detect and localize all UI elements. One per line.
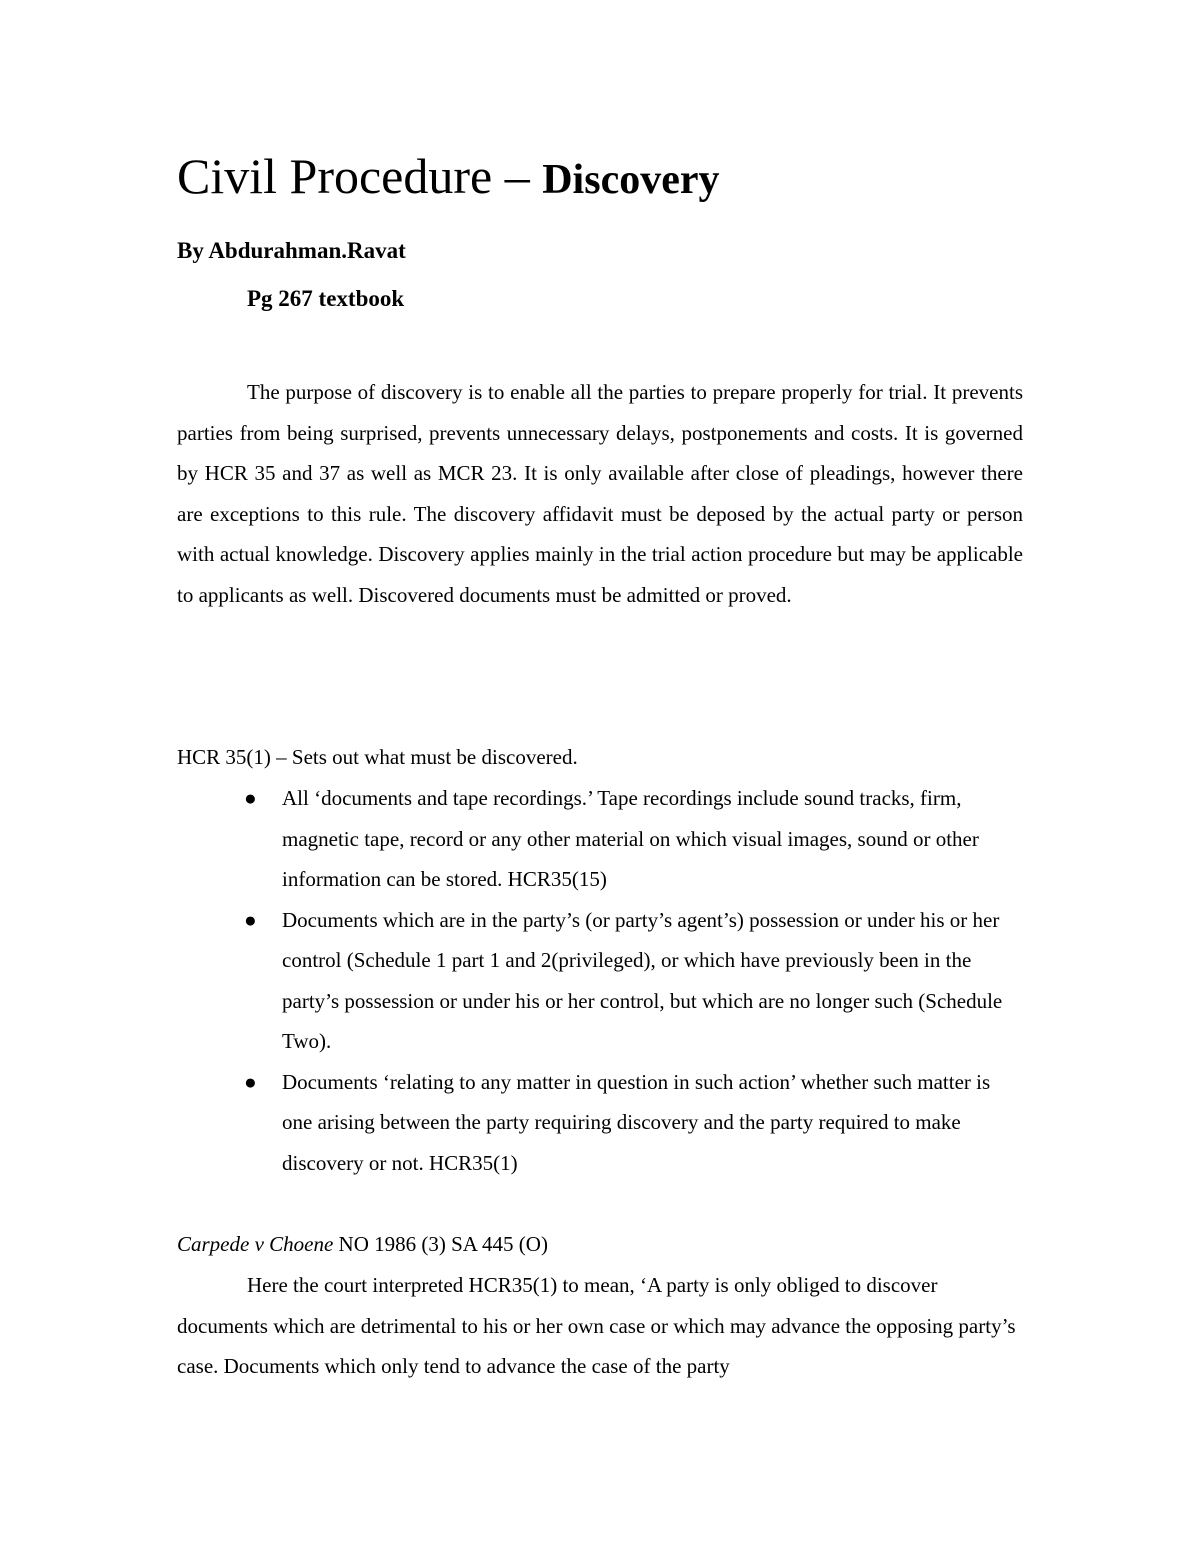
title-sub: Discovery (542, 157, 720, 203)
list-item (244, 900, 1012, 1062)
list-item (244, 1062, 1012, 1184)
list-item-text: Documents which are in the party’s (or party’s agent’s) possession or under his or her control (Schedule 1 part 1 and 2(privileged), or which have previously been in the party’s possession or under his or her control, but which are no longer such (Schedule Two). (282, 907, 1003, 1053)
bullet-icon: ● (244, 786, 257, 810)
case-name: Carpede v Choene (177, 1232, 334, 1256)
list-item (244, 778, 1012, 900)
author-line: By Abdurahman.Ravat (177, 238, 406, 263)
case-citation (177, 1224, 548, 1265)
case-paragraph: Here the court interpreted HCR35(1) to mean, ‘A party is only obliged to discover documents which are detrimental to his or her own case or which may advance the opposing party’s case. Documents which only tend to advance the case of the party (177, 1273, 1016, 1378)
bullet-icon: ● (244, 907, 257, 932)
title-main: Civil Procedure – (177, 148, 543, 204)
list-item-text: Documents ‘relating to any matter in question in such action’ whether such matter is one arising between the party requiring discovery and the party required to make discovery or not. HCR35(1) (282, 1069, 991, 1175)
list-item-text: All ‘documents and tape recordings.’ Tape recordings include sound tracks, firm, magnetic tape, record or any other material on which visual images, sound or other information can be stored. HCR35(15) (282, 786, 979, 891)
case-citation-detail: NO 1986 (3) SA 445 (O) (333, 1232, 548, 1256)
intro-paragraph: The purpose of discovery is to enable all the parties to prepare properly for trial. It prevents parties from being surprised, prevents unnecessary delays, postponements and costs. It is governed by HCR 35 and 37 as well as MCR 23. It is only available after close of pleadings, however there are exceptions to this rule. The discovery affidavit must be deposed by the actual party or person with actual knowledge. Discovery applies mainly in the trial action procedure but may be applicable to applicants as well. Discovered documents must be admitted or proved. (177, 380, 1023, 607)
document-title (177, 146, 720, 210)
bullet-list (244, 778, 1012, 1183)
bullet-icon: ● (244, 1069, 257, 1094)
hcr-heading: HCR 35(1) – Sets out what must be discovered. (177, 745, 578, 769)
textbook-reference: Pg 267 textbook (247, 286, 405, 311)
